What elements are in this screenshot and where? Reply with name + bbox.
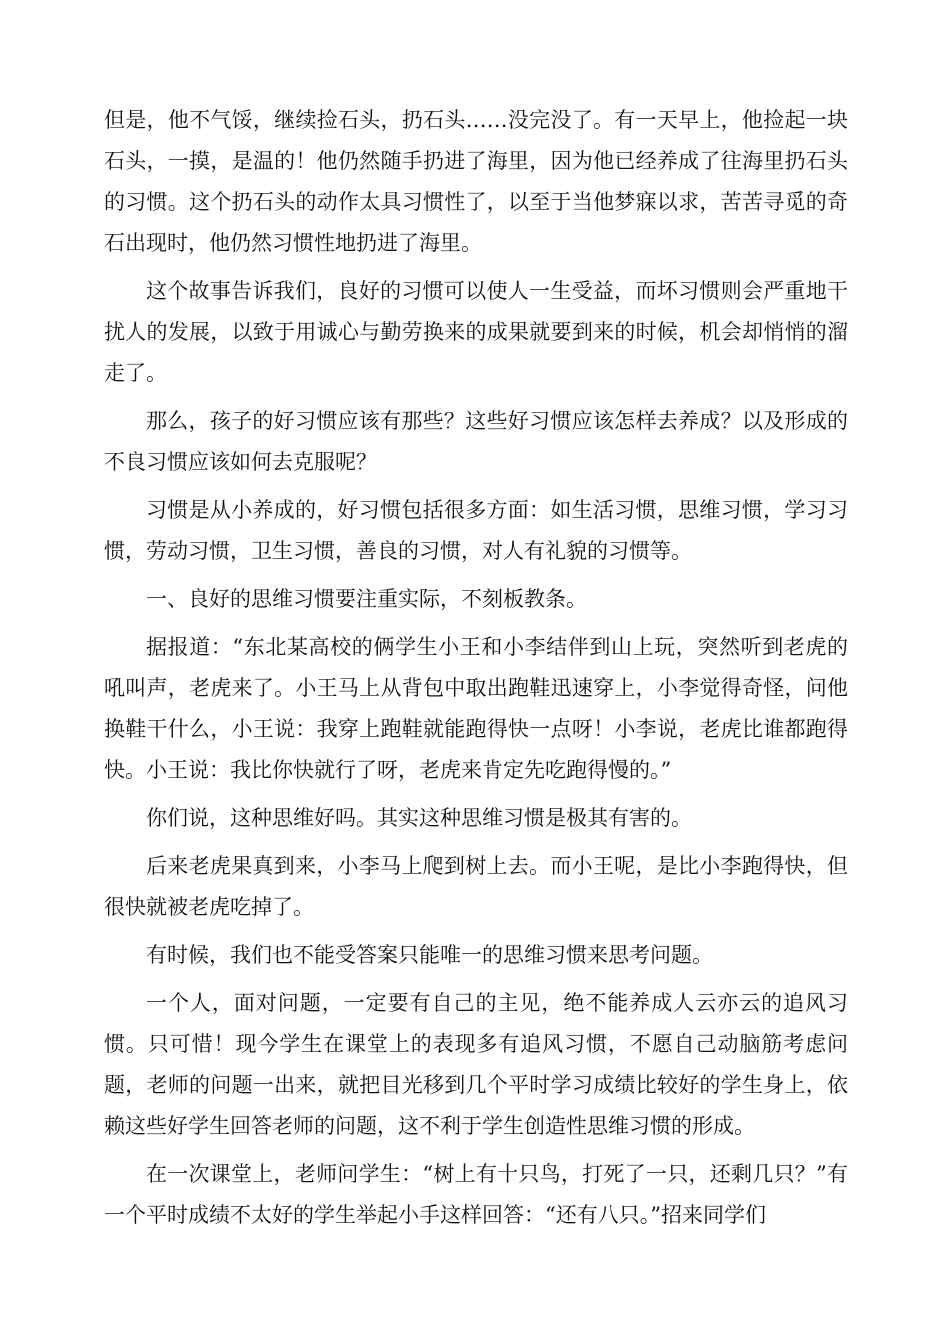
paragraph-bird-question: 在一次课堂上，老师问学生：“树上有十只鸟，打死了一只，还剩几只？”有一个平时成绩不太好的学生举起小手这样回答：“还有八只。”招来同学们 (104, 1162, 848, 1227)
paragraph-tiger-ending: 后来老虎果真到来，小李马上爬到树上去。而小王呢，是比小李跑得快，但很快就被老虎吃掉了。 (104, 854, 848, 919)
paragraph-tiger-story: 据报道：“东北某高校的俩学生小王和小李结伴到山上玩，突然听到老虎的吼叫声，老虎来了。小王马上从背包中取出跑鞋迅速穿上，小李觉得奇怪，问他换鞋干什么，小王说：我穿上跑鞋就能跑得快一点呀！小李说，老虎比谁都跑得快。小王说：我比你快就行了呀，老虎来肯定先吃跑得慢的。” (104, 635, 848, 782)
paragraph-follow-crowd: 一个人，面对问题，一定要有自己的主见，绝不能养成人云亦云的追风习惯。只可惜！现今学生在课堂上的表现多有追风习惯，不愿自己动脑筋考虑问题，老师的问题一出来，就把目光移到几个平时学习成绩比较好的学生身上，依赖这些好学生回答老师的问题，这不利于学生创造性思维习惯的形成。 (104, 991, 848, 1138)
paragraph-continuation: 但是，他不气馁，继续捡石头，扔石头……没完没了。有一天早上，他捡起一块石头，一摸，是温的！他仍然随手扔进了海里，因为他已经养成了往海里扔石头的习惯。这个扔石头的动作太具习惯性了，以至于当他梦寐以求，苦苦寻觅的奇石出现时，他仍然习惯性地扔进了海里。 (104, 108, 848, 255)
paragraph-questions: 那么，孩子的好习惯应该有那些？这些好习惯应该怎样去养成？以及形成的不良习惯应该如何去克服呢？ (104, 409, 848, 474)
document-page (104, 100, 848, 1243)
paragraph-thinking-harmful: 你们说，这种思维好吗。其实这种思维习惯是极其有害的。 (146, 806, 692, 830)
paragraph-habit-types: 习惯是从小养成的，好习惯包括很多方面：如生活习惯，思维习惯，学习习惯，劳动习惯，卫生习惯，善良的习惯，对人有礼貌的习惯等。 (104, 498, 848, 563)
section-heading-thinking-habit: 一、良好的思维习惯要注重实际，不刻板教条。 (146, 587, 587, 611)
paragraph-story-lesson: 这个故事告诉我们，良好的习惯可以使人一生受益，而坏习惯则会严重地干扰人的发展，以致于用诚心与勤劳换来的成果就要到来的时候，机会却悄悄的溜走了。 (104, 279, 848, 385)
paragraph-unique-answer: 有时候，我们也不能受答案只能唯一的思维习惯来思考问题。 (146, 943, 713, 967)
